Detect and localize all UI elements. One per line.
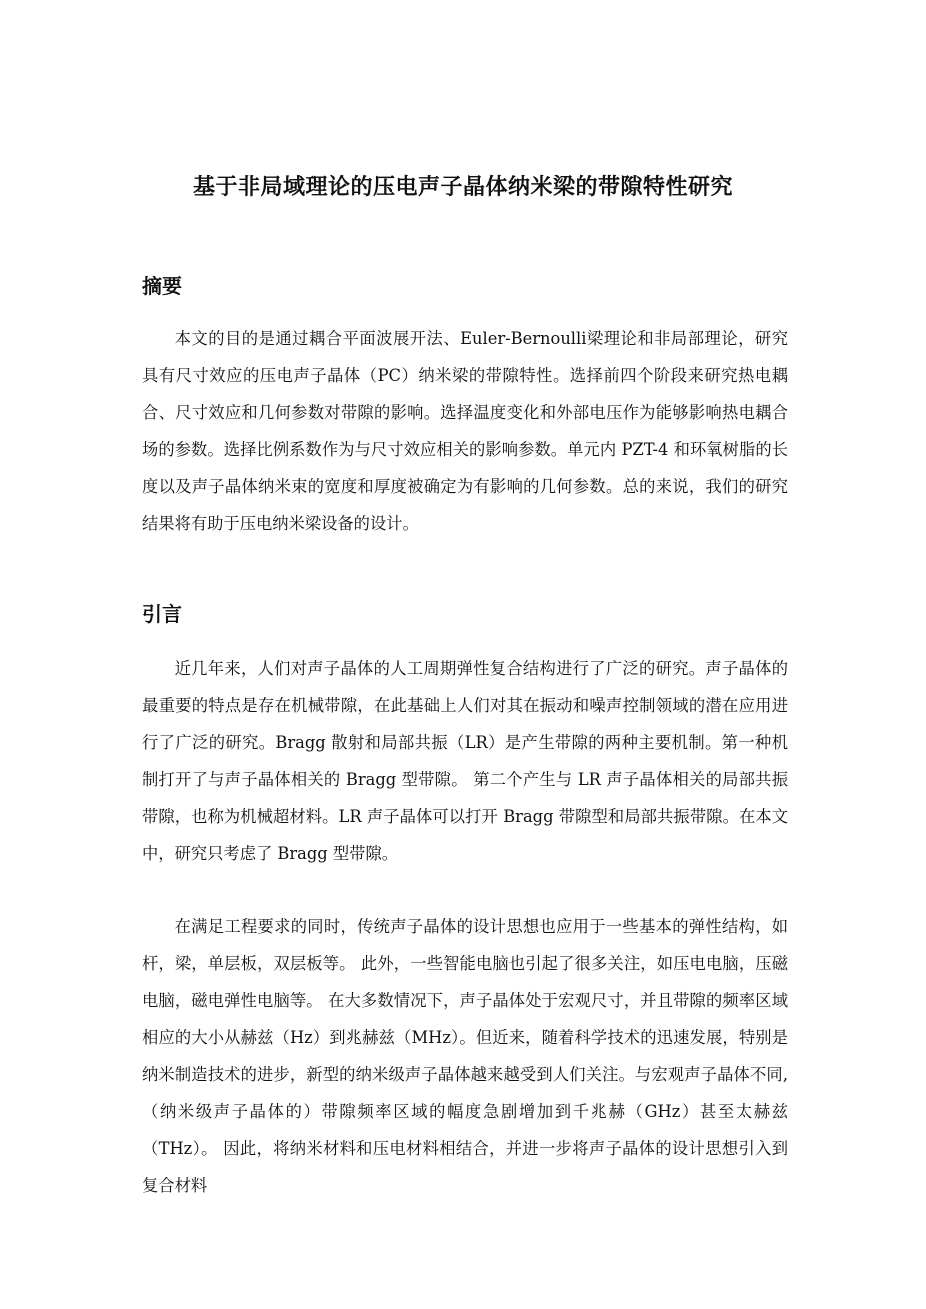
introduction-paragraph-1: 近几年来，人们对声子晶体的人工周期弹性复合结构进行了广泛的研究。声子晶体的最重要的特点是存在机械带隙，在此基础上人们对其在振动和噪声控制领域的潜在应用进行了广泛的研究。Bragg 散射和局部共振（LR）是产生带隙的两种主要机制。第一种机制打开了与声子晶体相关的 Bragg 型带隙。 第二个产生与 LR 声子晶体相关的局部共振带隙，也称为机械超材料。LR 声子晶体可以打开 Bragg 带隙型和局部共振带隙。在本文中，研究只考虑了 Bragg 型带隙。 — [142, 659, 788, 863]
introduction-heading: 引言 — [142, 602, 182, 626]
introduction-paragraph-2: 在满足工程要求的同时，传统声子晶体的设计思想也应用于一些基本的弹性结构，如杆，梁，单层板，双层板等。 此外，一些智能电脑也引起了很多关注，如压电电脑，压磁电脑，磁电弹性电脑等。 在大多数情况下，声子晶体处于宏观尺寸，并且带隙的频率区域相应的大小从赫兹（Hz）到兆赫兹（MHz）。但近来，随着科学技术的迅速发展，特别是纳米制造技术的进步，新型的纳米级声子晶体越来越受到人们关注。与宏观声子晶体不同,（纳米级声子晶体的）带隙频率区域的幅度急剧增加到千兆赫（GHz）甚至太赫兹（THz）。 因此，将纳米材料和压电材料相结合，并进一步将声子晶体的设计思想引入到复合材料 — [142, 917, 788, 1195]
abstract-paragraph: 本文的目的是通过耦合平面波展开法、Euler-Bernoulli梁理论和非局部理论，研究具有尺寸效应的压电声子晶体（PC）纳米梁的带隙特性。选择前四个阶段来研究热电耦合、尺寸效应和几何参数对带隙的影响。选择温度变化和外部电压作为能够影响热电耦合场的参数。选择比例系数作为与尺寸效应相关的影响参数。单元内 PZT-4 和环氧树脂的长度以及声子晶体纳米束的宽度和厚度被确定为有影响的几何参数。总的来说，我们的研究结果将有助于压电纳米梁设备的设计。 — [142, 329, 788, 533]
document-title: 基于非局域理论的压电声子晶体纳米梁的带隙特性研究 — [192, 175, 733, 200]
abstract-heading: 摘要 — [142, 274, 182, 298]
